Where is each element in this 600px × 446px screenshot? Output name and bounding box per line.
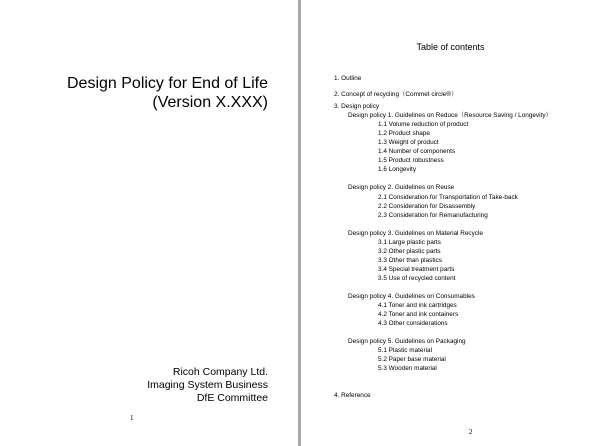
right-page [301, 0, 600, 446]
toc-item: 2.2 Consideration for Disassembly [378, 203, 476, 210]
toc-item: 5.2 Paper base material [378, 356, 446, 363]
company-name: Ricoh Company Ltd. [172, 366, 268, 378]
toc-item: 3.4 Special treatment parts [378, 266, 455, 273]
toc-item: 3.3 Other than plastics [378, 257, 442, 264]
toc-item: 1.6 Longevity [378, 166, 417, 173]
toc-item: 5.3 Wooden material [378, 365, 437, 372]
toc-entry-design-policy: 3. Design policy [334, 103, 380, 110]
page-number: 1 [130, 414, 134, 422]
toc-item: 3.2 Other plastic parts [378, 248, 441, 255]
page-number: 2 [469, 428, 473, 436]
toc-entry-outline: 1. Outline [334, 75, 362, 82]
toc-entry-recycling: 2. Concept of recycling（Commet circle®） [334, 91, 458, 98]
toc-policy-heading: Design policy 5. Guidelines on Packaging [348, 338, 466, 345]
business-unit: Imaging System Business [147, 379, 268, 391]
toc-item: 4.3 Other considerations [378, 320, 448, 327]
toc-policy-heading: Design policy 4. Guidelines on Consumables [348, 293, 475, 300]
toc-policy-heading: Design policy 3. Guidelines on Material Recycle [348, 230, 483, 237]
document-version: (Version X.XXX) [152, 94, 268, 111]
toc-item: 1.5 Product robustness [378, 157, 444, 164]
toc-item: 4.2 Toner and ink containers [378, 311, 459, 318]
toc-item: 3.1 Large plastic parts [378, 239, 441, 246]
committee-name: DfE Committee [196, 392, 268, 404]
toc-item: 5.1 Plastic material [378, 347, 432, 354]
toc-item: 2.1 Consideration for Transportation of Take-back [378, 194, 518, 201]
toc-item: 3.5 Use of recycled content [378, 275, 456, 282]
toc-item: 1.1 Volume reduction of product [378, 121, 469, 128]
toc-entry-reference: 4. Reference [334, 392, 371, 399]
document-title: Design Policy for End of Life [67, 75, 268, 92]
toc-item: 2.3 Consideration for Remanufacturing [378, 212, 488, 219]
toc-policy-heading: Design policy 1. Guidelines on Reduce（Resource Saving / Longevity） [348, 112, 552, 119]
toc-item: 4.1 Toner and ink cartridges [378, 302, 457, 309]
toc-title: Table of contents [416, 42, 485, 52]
toc-item: 1.4 Number of components [378, 148, 456, 155]
toc-item: 1.3 Weight of product [378, 139, 439, 146]
toc-policy-heading: Design policy 2. Guidelines on Reuse [348, 184, 455, 191]
toc-item: 1.2 Product shape [378, 130, 430, 137]
left-page [0, 0, 298, 446]
